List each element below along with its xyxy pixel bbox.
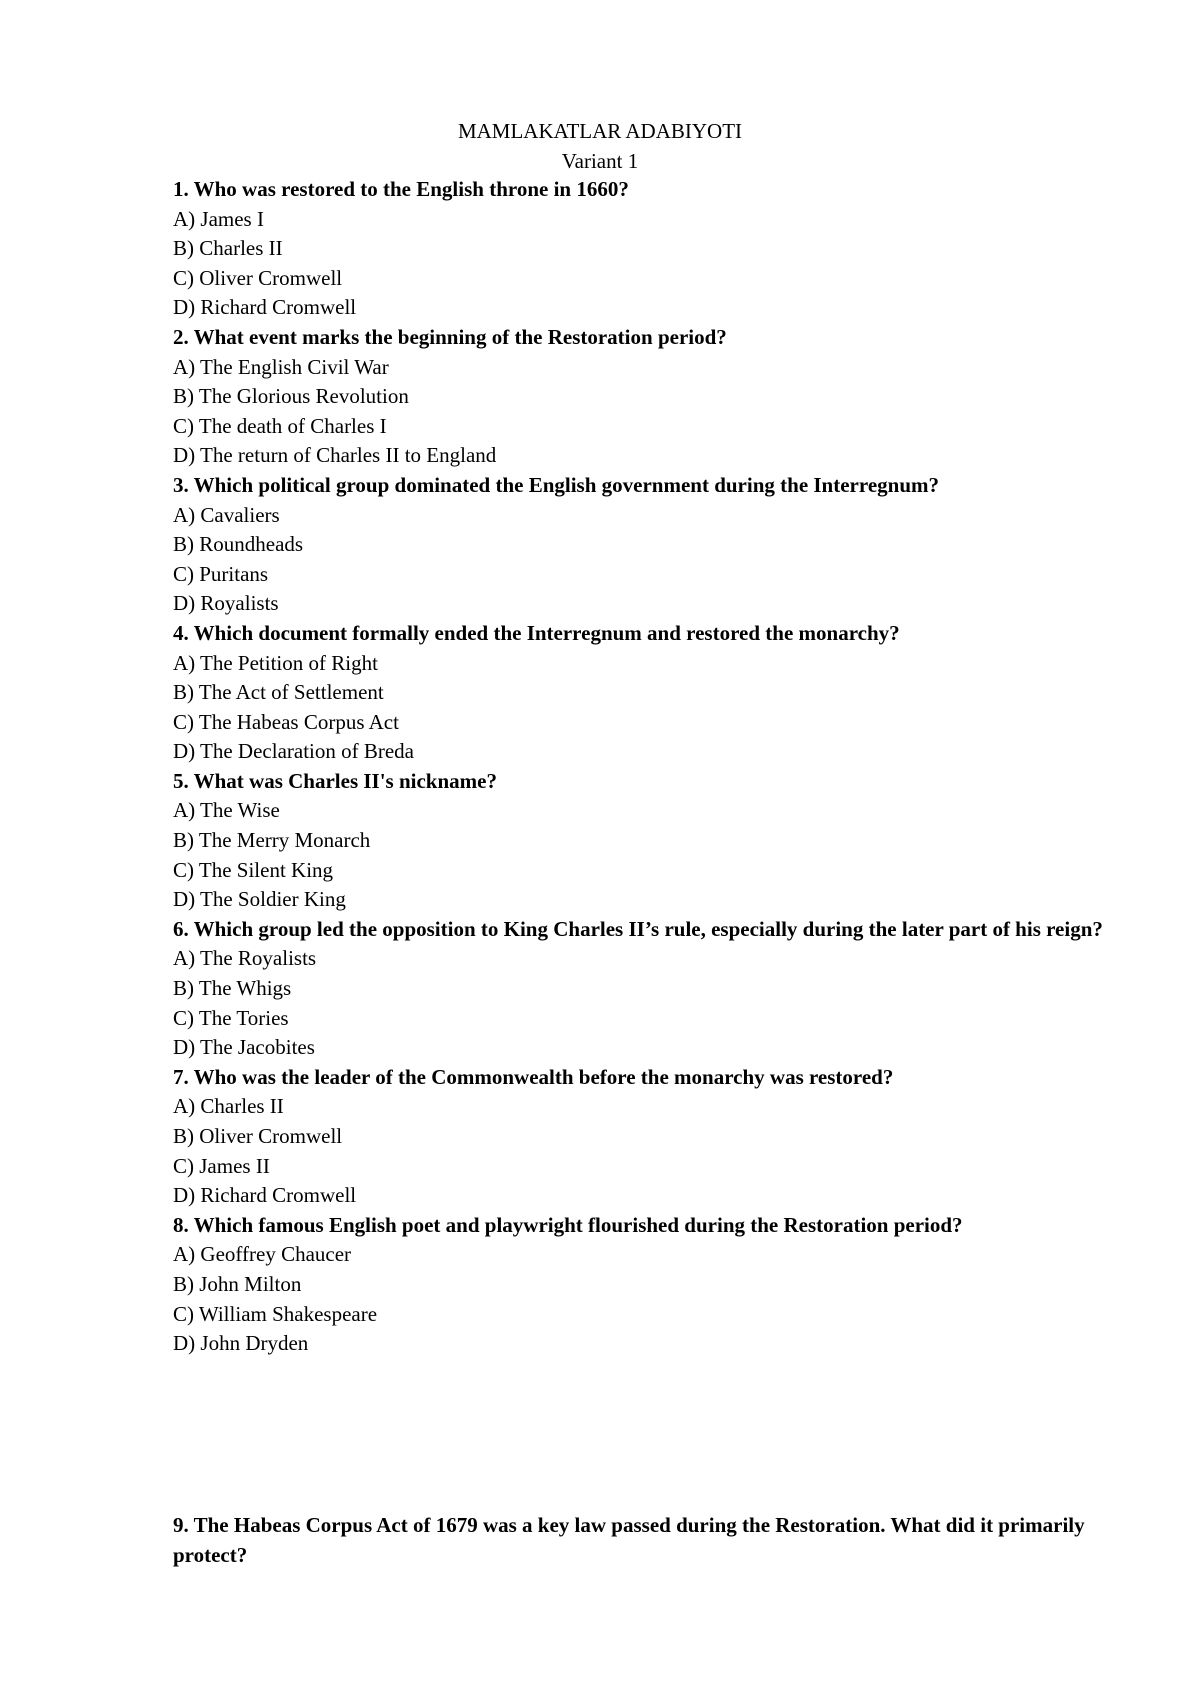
question-text: 7. Who was the leader of the Commonwealth before the monarchy was restored? bbox=[173, 1064, 894, 1089]
question-item bbox=[173, 1063, 1133, 1211]
answer-option: C) Puritans bbox=[173, 561, 269, 586]
question-list-continued bbox=[173, 1511, 1133, 1570]
answer-option: A) James I bbox=[173, 206, 264, 231]
question-item bbox=[173, 471, 1133, 619]
question-text: 2. What event marks the beginning of the Restoration period? bbox=[173, 324, 727, 349]
answer-option: D) Richard Cromwell bbox=[173, 1183, 357, 1208]
answer-option: D) The Jacobites bbox=[173, 1035, 315, 1060]
answer-option: B) Charles II bbox=[173, 236, 283, 261]
answer-option: C) The Habeas Corpus Act bbox=[173, 709, 399, 734]
answer-option: D) The Declaration of Breda bbox=[173, 739, 415, 764]
answer-option: D) Richard Cromwell bbox=[173, 295, 357, 320]
question-item bbox=[173, 1211, 1133, 1359]
answer-option: A) The English Civil War bbox=[173, 354, 389, 379]
answer-option: A) Charles II bbox=[173, 1094, 284, 1119]
question-text: 4. Which document formally ended the Interregnum and restored the monarchy? bbox=[173, 620, 900, 645]
answer-option: B) The Whigs bbox=[173, 976, 292, 1001]
answer-option: C) William Shakespeare bbox=[173, 1301, 378, 1326]
question-item bbox=[173, 1511, 1133, 1570]
question-list bbox=[173, 175, 1133, 1359]
answer-option: A) Cavaliers bbox=[173, 502, 280, 527]
answer-option: C) James II bbox=[173, 1153, 270, 1178]
answer-option: B) John Milton bbox=[173, 1271, 302, 1296]
answer-option: B) Oliver Cromwell bbox=[173, 1124, 343, 1148]
answer-option: D) Royalists bbox=[173, 591, 279, 616]
answer-option: A) The Petition of Right bbox=[173, 650, 378, 675]
answer-option: A) The Royalists bbox=[173, 946, 317, 971]
answer-option: D) John Dryden bbox=[173, 1331, 309, 1356]
question-item bbox=[173, 767, 1133, 915]
document-title: MAMLAKATLAR ADABIYOTI bbox=[457, 119, 743, 143]
answer-option: B) The Glorious Revolution bbox=[173, 384, 409, 409]
variant-label: Variant 1 bbox=[561, 149, 639, 173]
answer-option: A) The Wise bbox=[173, 798, 280, 823]
answer-option: A) Geoffrey Chaucer bbox=[173, 1242, 352, 1267]
answer-option: B) Roundheads bbox=[173, 532, 304, 557]
question-text: 3. Which political group dominated the English government during the Interregnum? bbox=[173, 472, 939, 497]
question-text: 6. Which group led the opposition to King Charles II’s rule, especially during the later part of his reign? bbox=[173, 916, 1103, 941]
question-item bbox=[173, 915, 1133, 1063]
question-text: 1. Who was restored to the English throne in 1660? bbox=[173, 177, 629, 201]
answer-option: C) The death of Charles I bbox=[173, 413, 387, 438]
answer-option: C) The Tories bbox=[173, 1005, 289, 1030]
question-text: 8. Which famous English poet and playwright flourished during the Restoration period? bbox=[173, 1212, 963, 1237]
question-item bbox=[173, 323, 1133, 471]
answer-option: B) The Merry Monarch bbox=[173, 828, 371, 853]
answer-option: B) The Act of Settlement bbox=[173, 680, 384, 705]
document-header bbox=[0, 116, 1200, 176]
answer-option: C) Oliver Cromwell bbox=[173, 265, 343, 290]
answer-option: D) The return of Charles II to England bbox=[173, 443, 497, 468]
question-item bbox=[173, 175, 1133, 323]
question-item bbox=[173, 619, 1133, 767]
question-text: 9. The Habeas Corpus Act of 1679 was a key law passed during the Restoration. What did it primarily protect? bbox=[173, 1513, 1085, 1567]
question-text: 5. What was Charles II's nickname? bbox=[173, 768, 497, 793]
answer-option: C) The Silent King bbox=[173, 857, 334, 882]
answer-option: D) The Soldier King bbox=[173, 887, 346, 912]
